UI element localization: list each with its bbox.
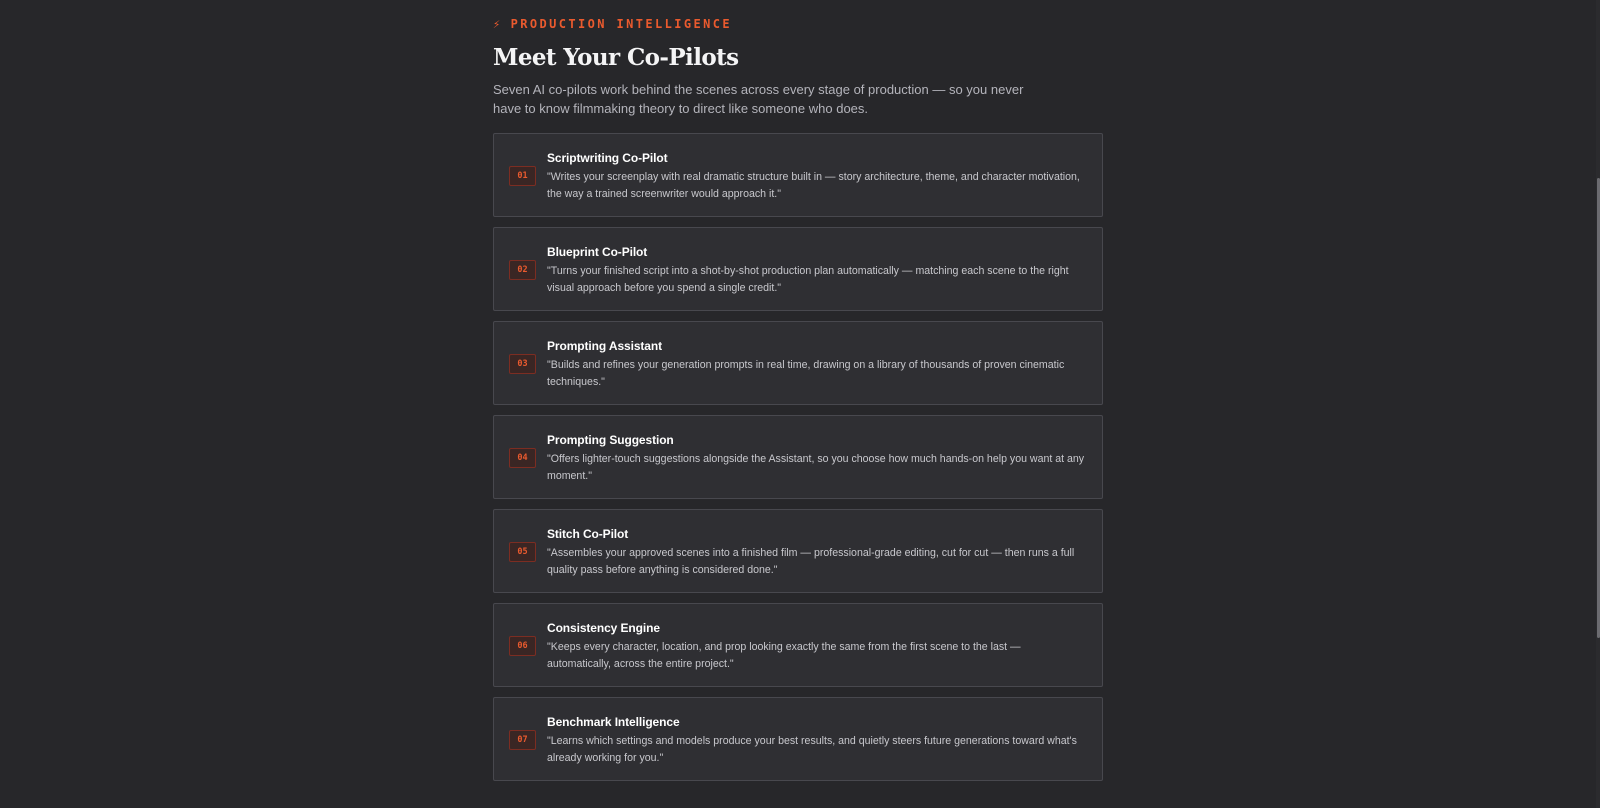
- card-title: Stitch Co-Pilot: [547, 527, 629, 541]
- lightning-icon: ⚡: [493, 17, 503, 31]
- card-title: Blueprint Co-Pilot: [547, 245, 648, 259]
- card-body: [547, 244, 1087, 296]
- page-title: Meet Your Co-Pilots: [493, 44, 739, 71]
- scrollbar[interactable]: [1596, 0, 1600, 808]
- card-description: "Assembles your approved scenes into a finished film — professional-grade editing, cut for cut — then runs a full quality pass before anything is considered done.": [547, 547, 1075, 576]
- section-header: [493, 16, 1103, 118]
- copilot-card-prompting-suggestion: [493, 415, 1103, 499]
- card-description: "Writes your screenplay with real dramatic structure built in — story architecture, theme, and character motivation, the way a trained screenwriter would approach it.": [547, 171, 1080, 200]
- card-title: Scriptwriting Co-Pilot: [547, 151, 668, 165]
- card-body: [547, 620, 1087, 672]
- card-title: Prompting Assistant: [547, 339, 663, 353]
- number-badge: 06: [509, 636, 536, 656]
- card-description: "Builds and refines your generation prompts in real time, drawing on a library of thousands of proven cinematic techniques.": [547, 359, 1065, 388]
- eyebrow-label: PRODUCTION INTELLIGENCE: [510, 17, 732, 31]
- card-title: Prompting Suggestion: [547, 433, 674, 447]
- eyebrow: [493, 16, 1103, 32]
- copilot-list: [493, 133, 1103, 791]
- card-body: [547, 150, 1087, 202]
- number-badge: 03: [509, 354, 536, 374]
- number-badge: 02: [509, 260, 536, 280]
- card-body: [547, 432, 1087, 484]
- number-badge: 07: [509, 730, 536, 750]
- number-badge: 04: [509, 448, 536, 468]
- card-description: "Turns your finished script into a shot-by-shot production plan automatically — matching each scene to the right visual approach before you spend a single credit.": [547, 265, 1069, 294]
- card-body: [547, 714, 1087, 766]
- copilot-card-prompting-assistant: [493, 321, 1103, 405]
- card-description: "Keeps every character, location, and prop looking exactly the same from the first scene to the last — automatically, across the entire project.": [547, 641, 1021, 670]
- copilot-card-benchmark: [493, 697, 1103, 781]
- section-subtitle: Seven AI co-pilots work behind the scenes across every stage of production — so you never have to know filmmaking theory to direct like someone who does.: [493, 82, 1024, 116]
- number-badge: 05: [509, 542, 536, 562]
- copilot-card-stitch: [493, 509, 1103, 593]
- card-description: "Learns which settings and models produce your best results, and quietly steers future generations toward what's already working for you.": [547, 735, 1077, 764]
- card-title: Consistency Engine: [547, 621, 660, 635]
- copilot-card-scriptwriting: [493, 133, 1103, 217]
- card-description: "Offers lighter-touch suggestions alongside the Assistant, so you choose how much hands-on help you want at any moment.": [547, 453, 1085, 482]
- copilot-card-blueprint: [493, 227, 1103, 311]
- card-body: [547, 526, 1087, 578]
- copilot-card-consistency: [493, 603, 1103, 687]
- number-badge: 01: [509, 166, 536, 186]
- card-title: Benchmark Intelligence: [547, 715, 680, 729]
- card-body: [547, 338, 1087, 390]
